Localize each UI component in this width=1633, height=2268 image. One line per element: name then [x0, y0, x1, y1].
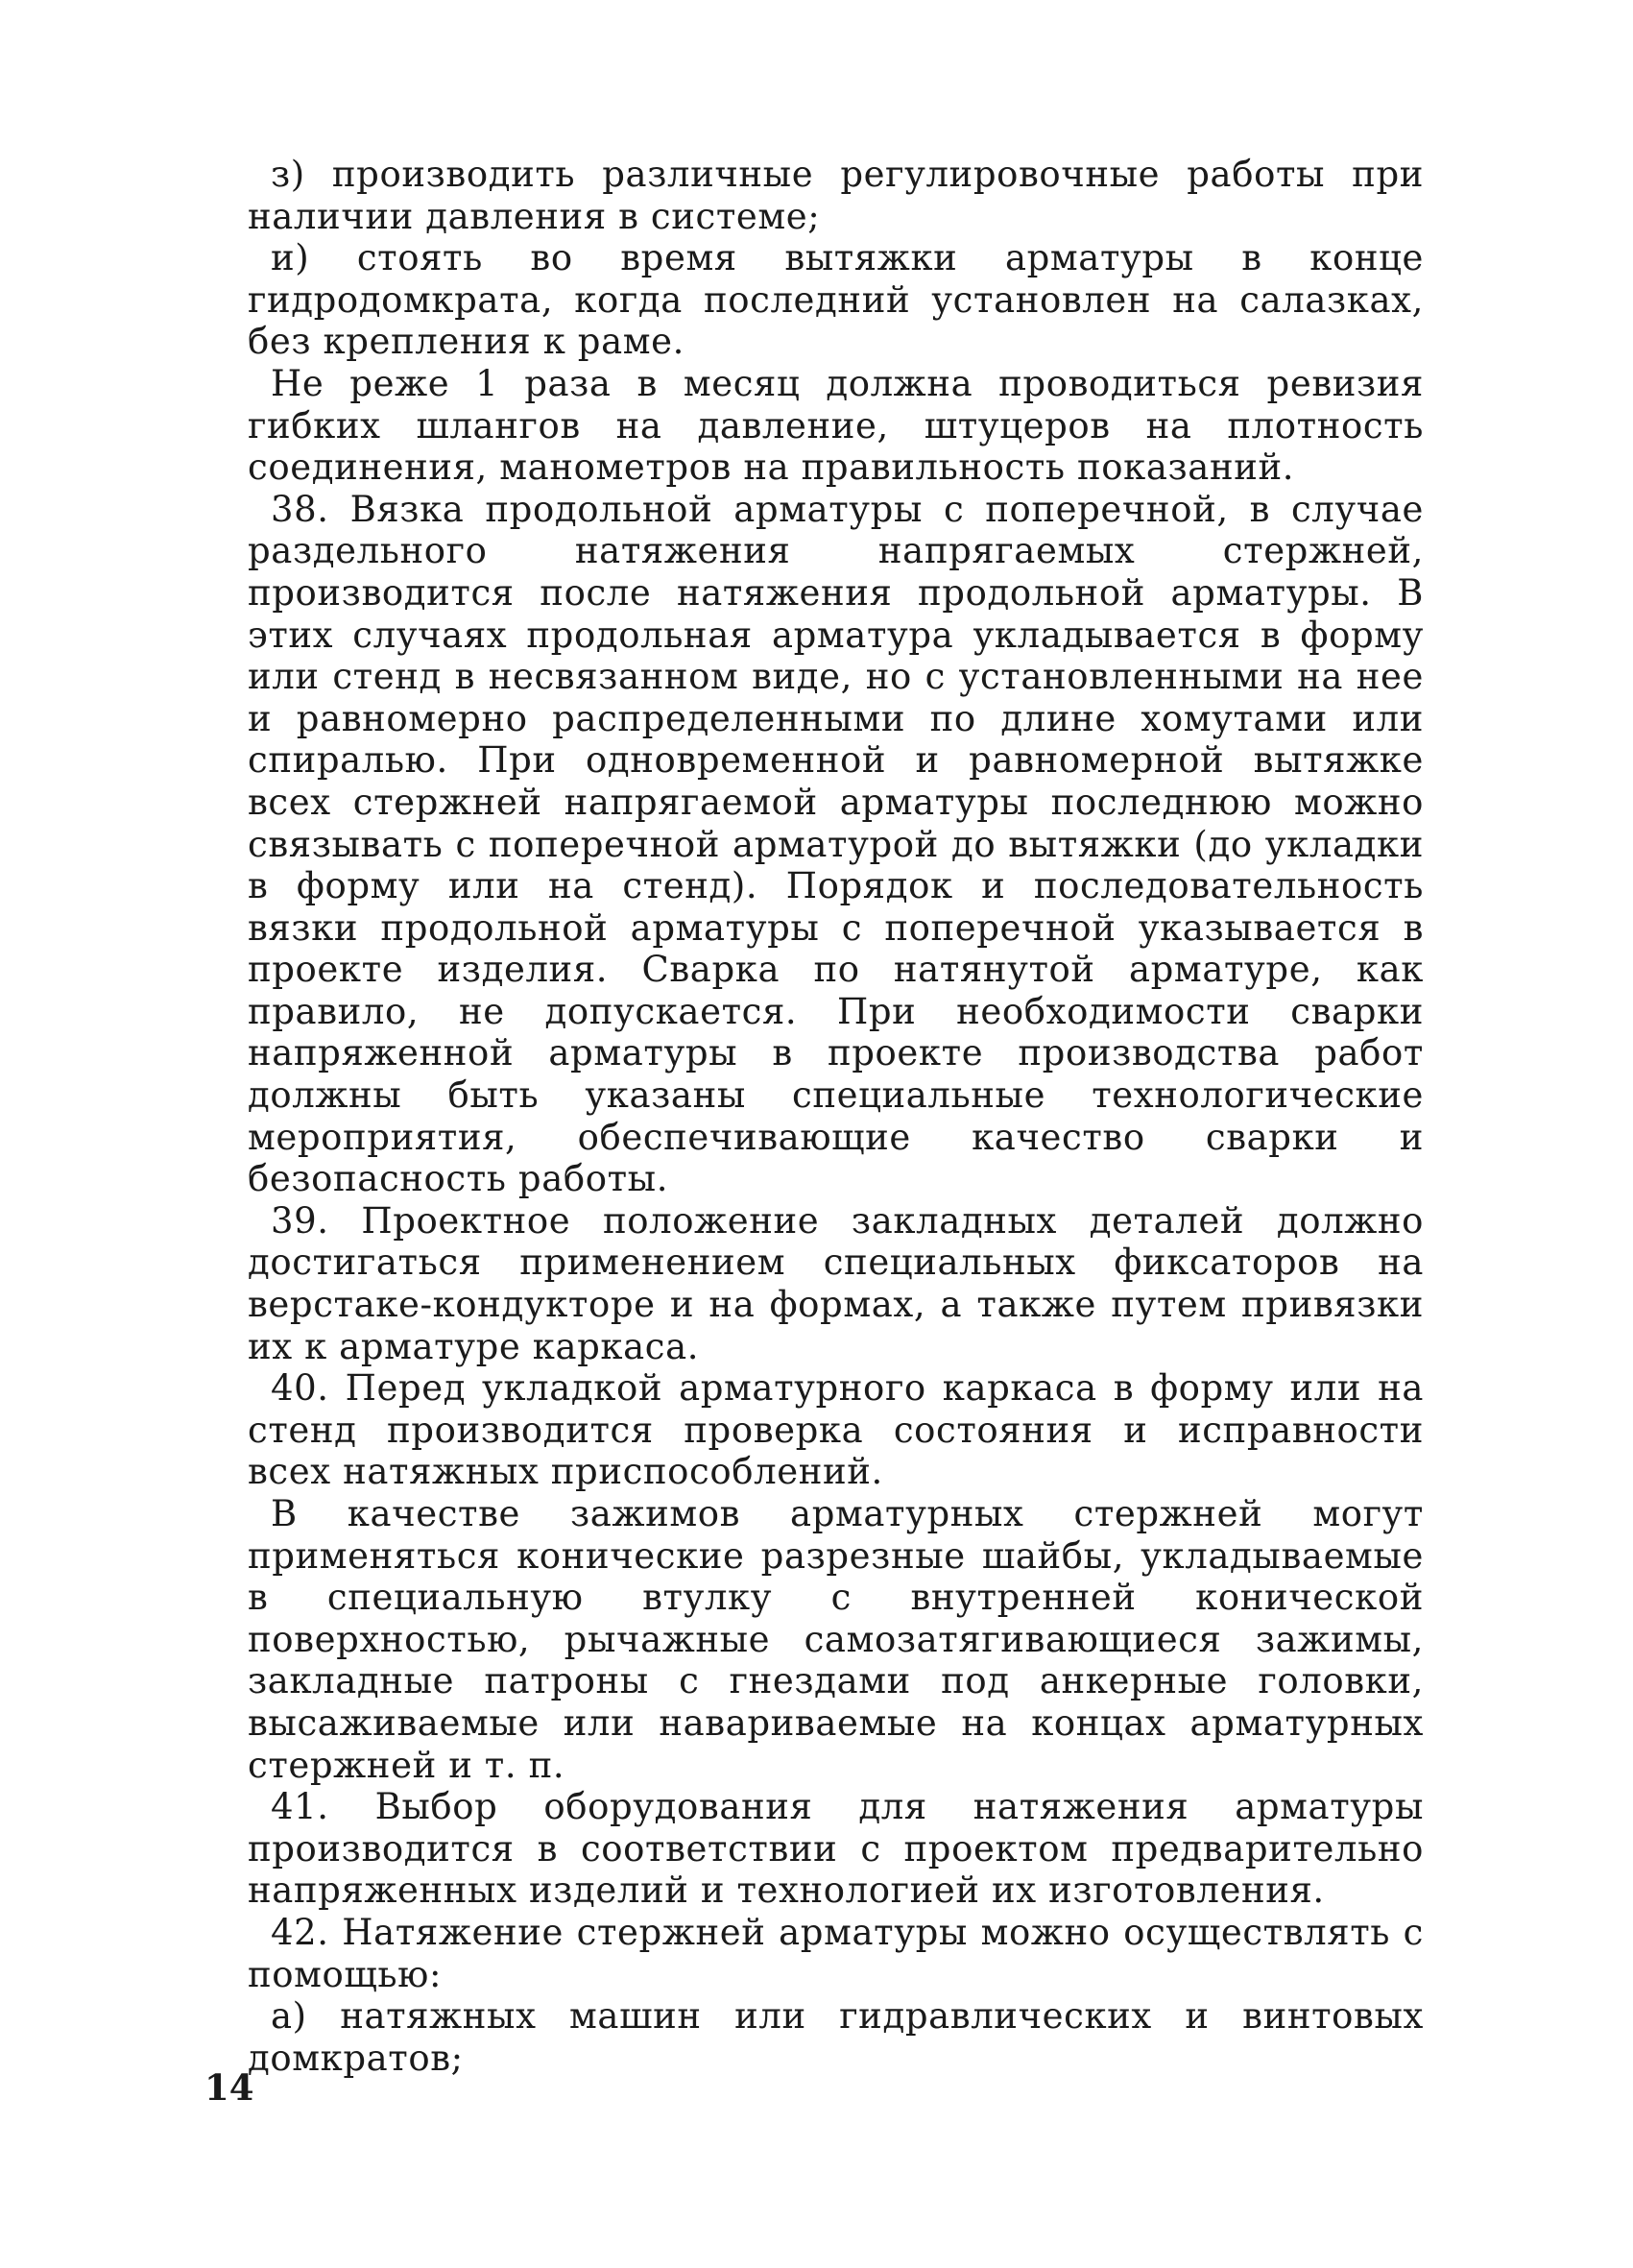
paragraph-42: 42. Натяжение стержней арматуры можно осуществлять с помощью:	[248, 1911, 1424, 1995]
paragraph-39: 39. Проектное положение закладных деталей должно достигаться применением специальных фиксаторов на верстаке-кондукторе и на формах, а также путем привязки их к арматуре каркаса.	[248, 1199, 1424, 1367]
paragraph-item-a: а) натяжных машин или гидравлических и винтовых домкратов;	[248, 1995, 1424, 2079]
paragraph-item-i: и) стоять во время вытяжки арматуры в конце гидродомкрата, когда последний установлен на салазках, без крепления к раме.	[248, 237, 1424, 363]
paragraph-40: 40. Перед укладкой арматурного каркаса в форму или на стенд производится проверка состояния и исправности всех натяжных приспособлений.	[248, 1367, 1424, 1493]
body-text	[248, 154, 1424, 2079]
paragraph-38: 38. Вязка продольной арматуры с поперечной, в случае раздельного натяжения напрягаемых стержней, производится после натяжения продольной арматуры. В этих случаях продольная арматура укладывается в форму или стенд в несвязанном виде, но с установленными на нее и равномерно распределенными по длине хомутами или спиралью. При одновременной и равномерной вытяжке всех стержней напрягаемой арматуры последнюю можно связывать с поперечной арматурой до вытяжки (до укладки в форму или на стенд). Порядок и последовательность вязки продольной арматуры с поперечной указывается в проекте изделия. Сварка по натянутой арматуре, как правило, не допускается. При необходимости сварки напряженной арматуры в проекте производства работ должны быть указаны специальные технологические мероприятия, обеспечивающие качество сварки и безопасность работы.	[248, 488, 1424, 1200]
paragraph-inspection: Не реже 1 раза в месяц должна проводиться ревизия гибких шлангов на давление, штуцеров на плотность соединения, манометров на правильность показаний.	[248, 362, 1424, 489]
paragraph-item-z: з) производить различные регулировочные работы при наличии давления в системе;	[248, 154, 1424, 237]
paragraph-clamps: В качестве зажимов арматурных стержней могут применяться конические разрезные шайбы, укладываемые в специальную втулку с внутренней конической поверхностью, рычажные самозатягивающиеся зажимы, закладные патроны с гнездами под анкерные головки, высаживаемые или навариваемые на концах арматурных стержней и т. п.	[248, 1493, 1424, 1786]
paragraph-41: 41. Выбор оборудования для натяжения арматуры производится в соответствии с проектом предварительно напряженных изделий и технологией их изготовления.	[248, 1786, 1424, 1912]
page-number: 14	[204, 2066, 254, 2109]
